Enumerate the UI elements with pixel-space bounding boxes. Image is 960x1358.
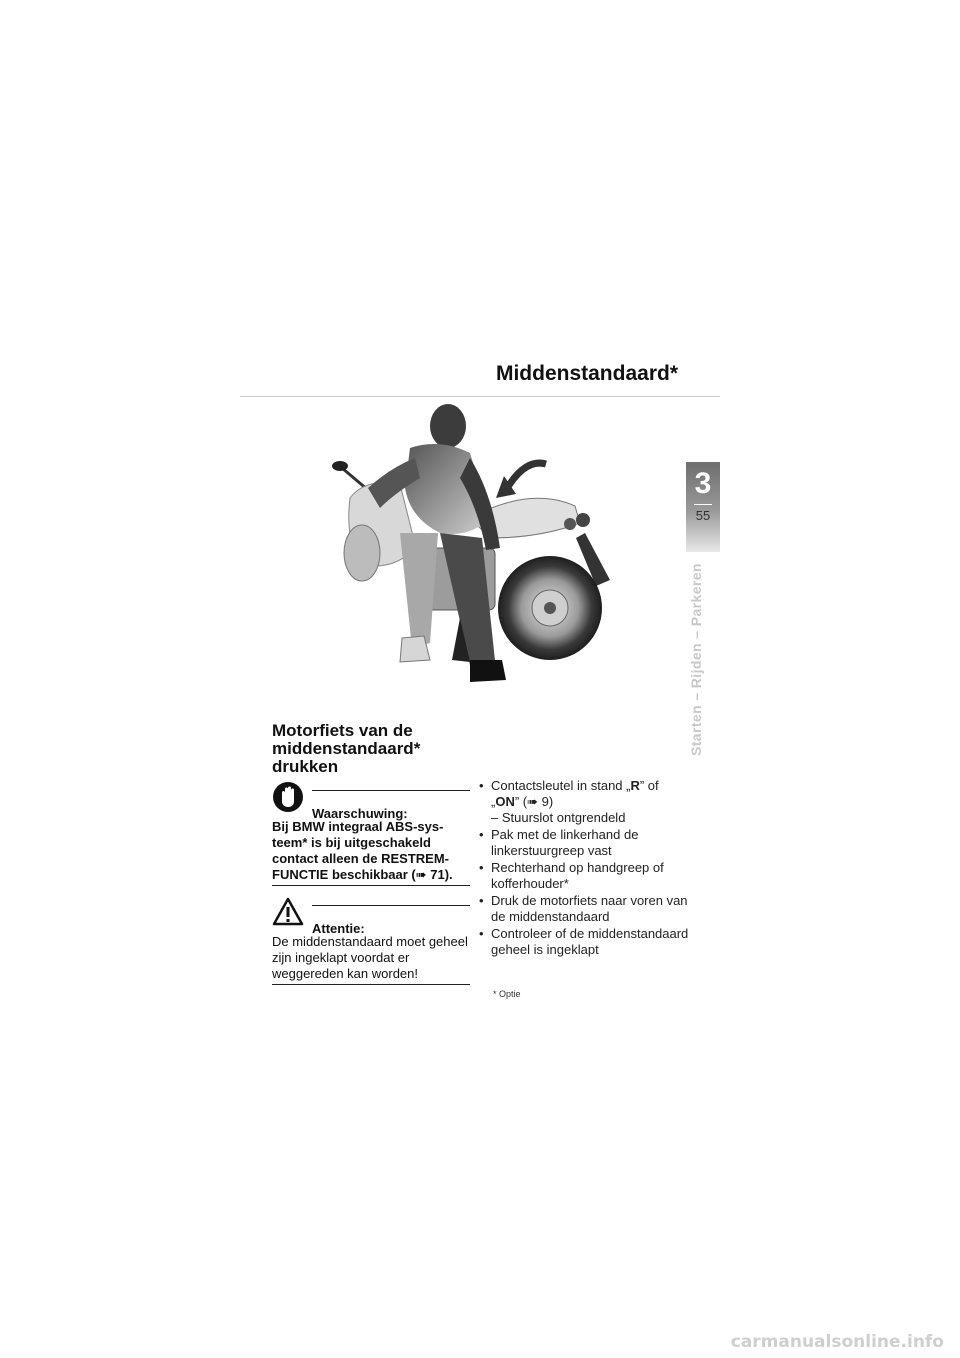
list-item: • Druk de motorfiets naar voren van de middenstandaard	[479, 893, 689, 925]
attention-label: Attentie:	[312, 921, 365, 936]
attention-notice	[272, 905, 470, 985]
key-position-on: ON	[495, 794, 515, 809]
side-chapter-label: Starten – Rijden – Parkeren	[688, 563, 704, 756]
rear-wheel-shape	[498, 556, 602, 660]
section-heading: Motorfiets van de middenstandaard* drukken	[272, 721, 421, 776]
step-text-pre: Contactsleutel in stand „	[491, 778, 631, 793]
key-position-r: R	[630, 778, 640, 793]
exclamation-triangle-icon	[272, 896, 304, 928]
warning-text: Bij BMW integraal ABS-systeem* is bij uitgeschakeld contact alleen de RESTREMFUNCTIE beschikbaar (➠ 71).	[272, 819, 470, 886]
page-number: 55	[695, 508, 711, 523]
warning-notice	[272, 790, 470, 886]
warning-label: Waarschuwing:	[312, 806, 408, 821]
motorcycle-illustration	[320, 398, 620, 698]
step-text-mid: ” of „	[491, 778, 659, 809]
warning-header	[312, 790, 470, 831]
curved-arrow-icon	[496, 463, 546, 498]
procedure-steps	[479, 778, 689, 959]
title-divider	[240, 396, 720, 397]
attention-text: De middenstandaard moet geheel zijn ingeklapt voordat er weggereden kan worden!	[272, 934, 470, 985]
watermark: carmanualsonline.info	[730, 1332, 944, 1352]
step-text-post: ” (➠ 9)	[514, 794, 554, 809]
list-item	[479, 778, 689, 826]
footnote: * Optie	[493, 989, 521, 999]
list-item: • Pak met de linkerhand de linkerstuurgreep vast	[479, 827, 689, 859]
motorcycle-figure-svg	[320, 398, 620, 698]
stop-hand-icon	[272, 781, 304, 813]
chapter-tab	[686, 462, 720, 552]
step-subitem: – Stuurslot ontgrendeld	[491, 810, 626, 825]
page-title: Middenstandaard*	[495, 362, 678, 385]
list-item: • Rechterhand op handgreep of kofferhouder*	[479, 860, 689, 892]
list-item: • Controleer of de middenstandaard geheel is ingeklapt	[479, 926, 689, 958]
chapter-tab-divider	[694, 504, 712, 505]
attention-header	[312, 905, 470, 946]
chapter-number: 3	[694, 467, 712, 500]
